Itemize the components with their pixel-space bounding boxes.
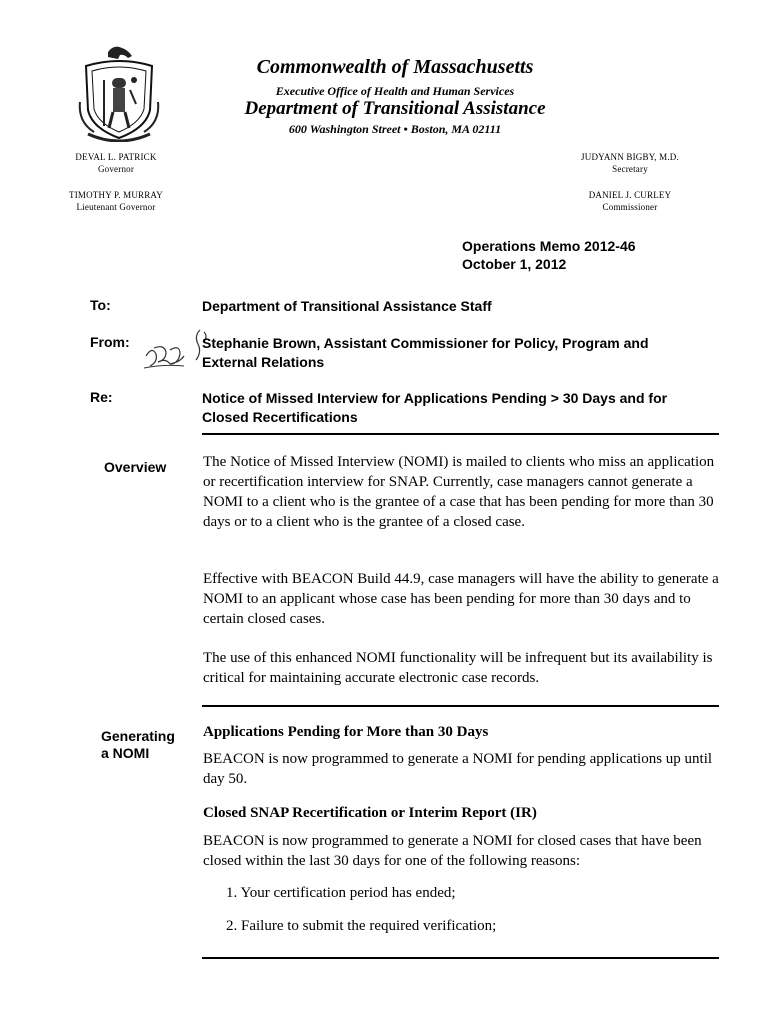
official-name: TIMOTHY P. MURRAY	[69, 190, 163, 200]
official-governor	[46, 151, 186, 175]
letterhead-address: 600 Washington Street • Boston, MA 02111	[288, 122, 502, 136]
pending-applications-heading: Applications Pending for More than 30 Days	[203, 724, 489, 740]
official-lieutenant-governor	[46, 189, 186, 213]
official-name: JUDYANN BIGBY, M.D.	[581, 152, 679, 162]
from-value: Stephanie Brown, Assistant Commissioner for Policy, Program and External Relations	[202, 335, 649, 370]
official-secretary	[560, 151, 700, 175]
section-divider	[202, 957, 719, 959]
letterhead-state: Commonwealth of Massachusetts	[256, 56, 534, 78]
overview-paragraph-1: The Notice of Missed Interview (NOMI) is mailed to clients who miss an application or recertification interview for SNAP. Currently, case managers cannot generate a NOMI to a client who is the grantee of a case that has been pending for more than 30 days or to a client who is the grantee of a closed case.	[203, 454, 715, 530]
list-item: 2. Failure to submit the required verification;	[226, 918, 497, 934]
overview-paragraph-3: The use of this enhanced NOMI functionality will be infrequent but its availability is critical for maintaining accurate electronic case records.	[203, 650, 713, 686]
generating-label-line-2: a NOMI	[101, 745, 150, 761]
signature-initials-icon	[140, 326, 210, 374]
official-title: Secretary	[612, 164, 648, 174]
official-title: Governor	[97, 164, 135, 174]
official-title: Commissioner	[602, 202, 658, 212]
overview-paragraph-2: Effective with BEACON Build 44.9, case managers will have the ability to generate a NOMI to an applicant whose case has been pending for more than 30 days and to certain closed cases.	[203, 571, 719, 627]
re-label: Re:	[90, 389, 113, 405]
section-divider	[202, 705, 719, 707]
generating-label-line-1: Generating	[101, 728, 175, 744]
re-value: Notice of Missed Interview for Applications Pending > 30 Days and for Closed Recertifications	[202, 390, 668, 425]
to-label: To:	[90, 297, 111, 313]
memo-date: October 1, 2012	[462, 256, 567, 272]
memo-identifier	[462, 237, 636, 273]
to-value: Department of Transitional Assistance Staff	[202, 298, 492, 314]
pending-applications-text: BEACON is now programmed to generate a NOMI for pending applications up until day 50.	[203, 751, 713, 787]
official-name: DANIEL J. CURLEY	[588, 190, 672, 200]
list-item: 1. Your certification period has ended;	[226, 885, 456, 901]
memo-number: Operations Memo 2012-46	[462, 238, 636, 254]
massachusetts-seal-icon	[78, 44, 160, 142]
official-title: Lieutenant Governor	[76, 202, 156, 212]
section-divider	[202, 433, 719, 435]
official-commissioner	[560, 189, 700, 213]
letterhead-office: Executive Office of Health and Human Services	[275, 84, 515, 98]
from-label: From:	[90, 334, 130, 350]
official-name: DEVAL L. PATRICK	[75, 152, 157, 162]
overview-label: Overview	[104, 459, 167, 475]
generating-label	[101, 728, 201, 762]
closed-recertification-text: BEACON is now programmed to generate a NOMI for closed cases that have been closed within the last 30 days for one of the following reasons:	[203, 833, 702, 869]
closed-recertification-heading: Closed SNAP Recertification or Interim Report (IR)	[203, 805, 537, 821]
letterhead-department: Department of Transitional Assistance	[244, 98, 546, 119]
